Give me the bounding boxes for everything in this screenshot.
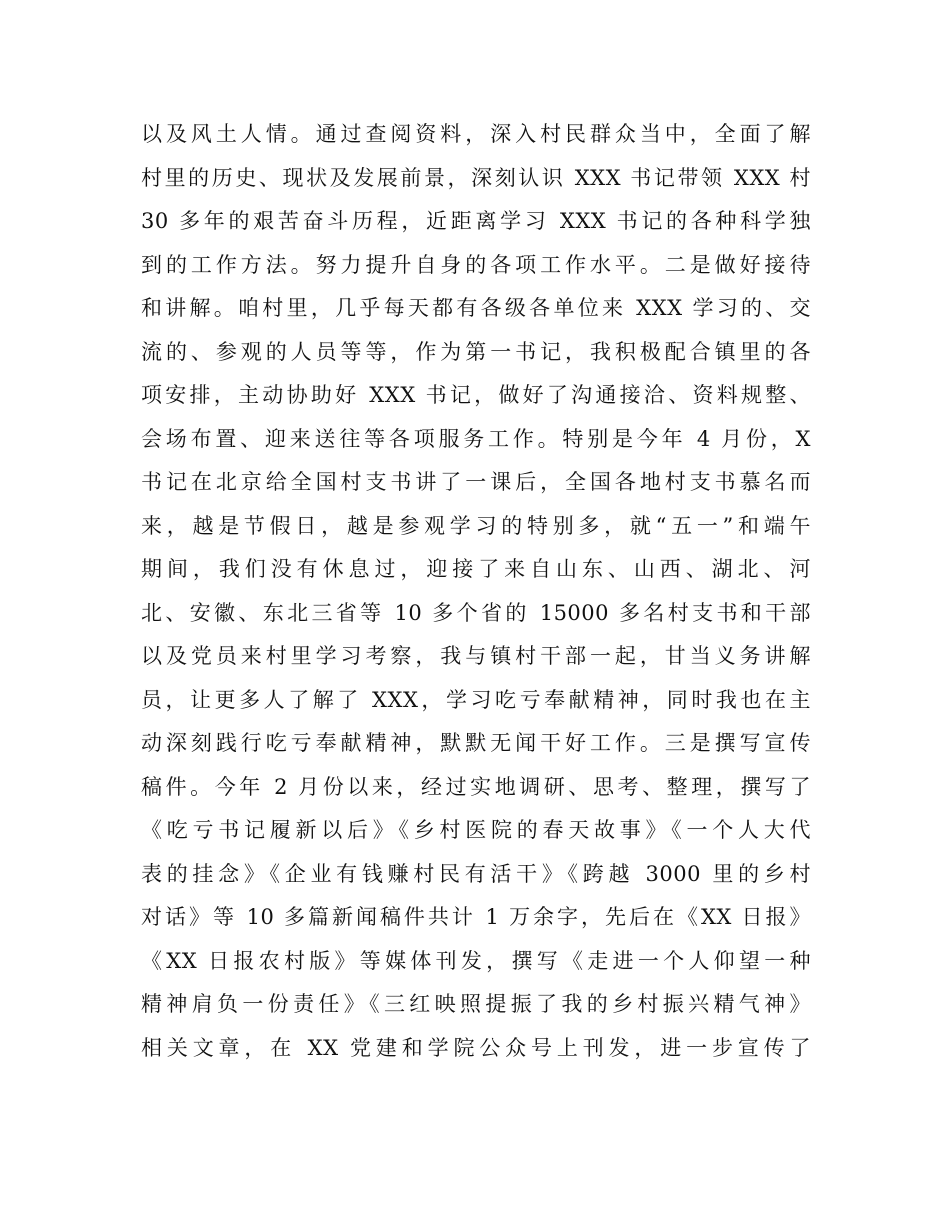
text-line-1: 以及风土人情。通过查阅资料，深入村民群众当中，全面了解 xyxy=(141,122,811,146)
text-line-14: 员，让更多人了解了 XXX，学习吃亏奉献精神，同时我也在主 xyxy=(141,687,811,712)
text-line-16: 稿件。今年 2 月份以来，经过实地调研、思考、整理，撰写了 xyxy=(141,774,811,799)
text-line-4: 到的工作方法。努力提升自身的各项工作水平。二是做好接待 xyxy=(141,252,811,277)
text-line-7: 项安排，主动协助好 XXX 书记，做好了沟通接洽、资料规整、 xyxy=(141,383,811,407)
text-line-21: 精神肩负一份责任》《三红映照提振了我的乡村振兴精气神》 xyxy=(141,992,811,1016)
text-line-11: 期间，我们没有休息过，迎接了来自山东、山西、湖北、河 xyxy=(141,557,811,581)
text-line-18: 表的挂念》《企业有钱赚村民有活干》《跨越 3000 里的乡村 xyxy=(141,861,811,886)
text-line-8: 会场布置、迎来送往等各项服务工作。特别是今年 4 月份，X xyxy=(141,426,811,451)
text-line-19: 对话》等 10 多篇新闻稿件共计 1 万余字，先后在《XX 日报》 xyxy=(141,905,811,929)
text-line-12: 北、安徽、东北三省等 10 多个省的 15000 多名村支书和干部 xyxy=(141,600,811,625)
text-line-10: 来，越是节假日，越是参观学习的特别多，就“五一”和端午 xyxy=(141,513,811,538)
text-line-17: 《吃亏书记履新以后》《乡村医院的春天故事》《一个人大代 xyxy=(141,818,811,842)
text-line-9: 书记在北京给全国村支书讲了一课后，全国各地村支书慕名而 xyxy=(141,470,811,494)
text-line-6: 流的、参观的人员等等，作为第一书记，我积极配合镇里的各 xyxy=(141,339,811,364)
text-line-2: 村里的历史、现状及发展前景，深刻认识 XXX 书记带领 XXX 村 xyxy=(141,165,811,190)
body-text xyxy=(141,113,811,1070)
text-line-3: 30 多年的艰苦奋斗历程，近距离学习 XXX 书记的各种科学独 xyxy=(141,209,811,233)
text-line-5: 和讲解。咱村里，几乎每天都有各级各单位来 XXX 学习的、交 xyxy=(141,296,811,320)
text-line-13: 以及党员来村里学习考察，我与镇村干部一起，甘当义务讲解 xyxy=(141,644,811,668)
text-line-20: 《XX 日报农村版》等媒体刊发，撰写《走进一个人仰望一种 xyxy=(141,948,811,973)
text-line-15: 动深刻践行吃亏奉献精神，默默无闻干好工作。三是撰写宣传 xyxy=(141,731,811,755)
text-line-22: 相关文章，在 XX 党建和学院公众号上刊发，进一步宣传了 xyxy=(141,1035,811,1060)
